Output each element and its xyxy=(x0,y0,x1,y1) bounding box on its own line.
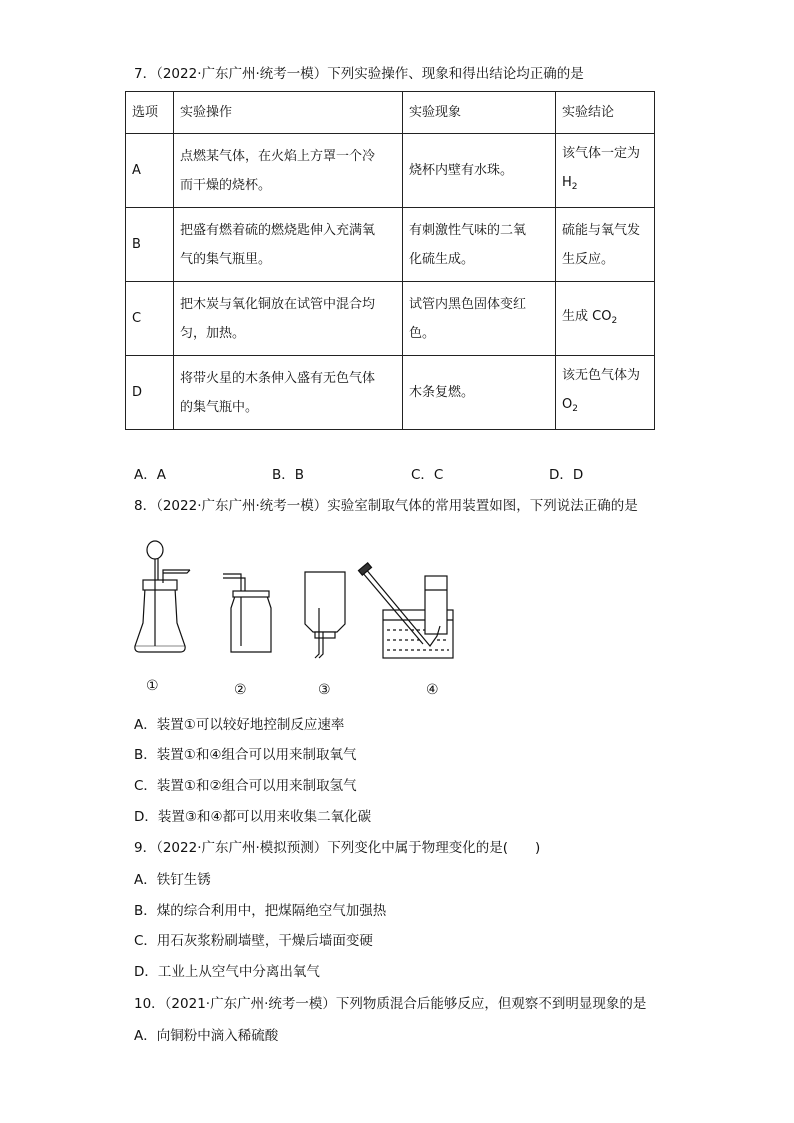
apparatus-1-flask xyxy=(135,541,190,652)
apparatus-label-1: ① xyxy=(146,678,159,694)
row-operation xyxy=(174,356,403,430)
phenomenon-line: 化硫生成。 xyxy=(409,251,475,267)
header-option: 选项 xyxy=(126,92,174,134)
conclusion-line: 该无色气体为 xyxy=(562,368,641,383)
q8-option-c[interactable]: C．装置①和②组合可以用来制取氢气 xyxy=(134,778,357,794)
operation-line: 把木炭与氧化铜放在试管中混合均 xyxy=(180,296,376,312)
row-phenomenon xyxy=(403,134,556,208)
row-option: C xyxy=(126,282,174,356)
conclusion-line: 硫能与氧气发 xyxy=(562,222,641,238)
q7-choice-d[interactable]: D．D xyxy=(549,467,584,483)
row-conclusion xyxy=(556,134,655,208)
q8-option-a[interactable]: A．装置①可以较好地控制反应速率 xyxy=(134,717,345,733)
phenomenon-line: 木条复燃。 xyxy=(409,385,475,400)
table-row xyxy=(126,134,655,208)
q9-stem: 9．（2022·广东广州·模拟预测）下列变化中属于物理变化的是( ) xyxy=(134,840,541,856)
row-phenomenon xyxy=(403,356,556,430)
apparatus-2-bottle xyxy=(223,574,271,652)
conclusion-line: 生反应。 xyxy=(562,251,615,267)
header-operation: 实验操作 xyxy=(174,92,403,134)
phenomenon-line: 烧杯内壁有水珠。 xyxy=(409,163,514,178)
operation-line: 把盛有燃着硫的燃烧匙伸入充满氧 xyxy=(180,222,376,238)
q9-option-d[interactable]: D．工业上从空气中分离出氧气 xyxy=(134,964,320,980)
q7-choice-a[interactable]: A．A xyxy=(134,467,166,483)
q7-table xyxy=(125,91,655,430)
header-phenomenon: 实验现象 xyxy=(403,92,556,134)
row-phenomenon xyxy=(403,282,556,356)
operation-line: 而干燥的烧杯。 xyxy=(180,177,272,193)
conclusion-line: $O_2$ xyxy=(562,397,578,414)
q10-option-a[interactable]: A．向铜粉中滴入稀硫酸 xyxy=(134,1028,279,1044)
apparatus-3-inverted-bottle xyxy=(305,572,345,658)
row-phenomenon xyxy=(403,208,556,282)
phenomenon-line: 有刺激性气味的二氧 xyxy=(409,222,527,238)
operation-line: 将带火星的木条伸入盛有无色气体 xyxy=(180,370,376,386)
q7-choice-c[interactable]: C．C xyxy=(411,467,444,483)
q9-option-b[interactable]: B．煤的综合利用中，把煤隔绝空气加强热 xyxy=(134,903,387,919)
apparatus-label-2: ② xyxy=(234,682,247,698)
apparatus-label-3: ③ xyxy=(318,682,331,698)
operation-line: 气的集气瓶里。 xyxy=(180,251,272,267)
conclusion-line: 该气体一定为 xyxy=(562,146,641,161)
row-operation xyxy=(174,208,403,282)
apparatus-4-water-trough xyxy=(358,563,453,658)
header-conclusion: 实验结论 xyxy=(556,92,655,134)
q10-stem: 10．（2021·广东广州·统考一模）下列物质混合后能够反应，但观察不到明显现象的是 xyxy=(134,996,647,1012)
q8-stem: 8．（2022·广东广州·统考一模）实验室制取气体的常用装置如图，下列说法正确的是 xyxy=(134,498,638,514)
operation-line: 点燃某气体，在火焰上方罩一个冷 xyxy=(180,148,376,164)
table-row xyxy=(126,208,655,282)
table-row xyxy=(126,282,655,356)
row-option: A xyxy=(126,134,174,208)
phenomenon-line: 色。 xyxy=(409,325,436,341)
row-operation xyxy=(174,134,403,208)
conclusion-line: $H_2$ xyxy=(562,175,578,192)
row-conclusion xyxy=(556,282,655,356)
row-option: D xyxy=(126,356,174,430)
q8-option-b[interactable]: B．装置①和④组合可以用来制取氧气 xyxy=(134,747,357,763)
row-operation xyxy=(174,282,403,356)
operation-line: 匀，加热。 xyxy=(180,325,246,341)
operation-line: 的集气瓶中。 xyxy=(180,399,259,415)
q9-option-c[interactable]: C．用石灰浆粉刷墙壁，干燥后墙面变硬 xyxy=(134,933,373,949)
table-header-row xyxy=(126,92,655,134)
q8-option-d[interactable]: D．装置③和④都可以用来收集二氧化碳 xyxy=(134,809,372,825)
row-conclusion xyxy=(556,208,655,282)
q7-choice-b[interactable]: B．B xyxy=(272,467,305,483)
apparatus-label-4: ④ xyxy=(426,682,439,698)
lab-apparatus-figure xyxy=(125,528,465,668)
table-row xyxy=(126,356,655,430)
conclusion-line: 生成 $CO_2$ xyxy=(562,308,618,326)
row-option: B xyxy=(126,208,174,282)
q7-stem: 7．（2022·广东广州·统考一模）下列实验操作、现象和得出结论均正确的是 xyxy=(134,66,584,82)
phenomenon-line: 试管内黑色固体变红 xyxy=(409,296,527,312)
q9-option-a[interactable]: A．铁钉生锈 xyxy=(134,872,211,888)
row-conclusion xyxy=(556,356,655,430)
